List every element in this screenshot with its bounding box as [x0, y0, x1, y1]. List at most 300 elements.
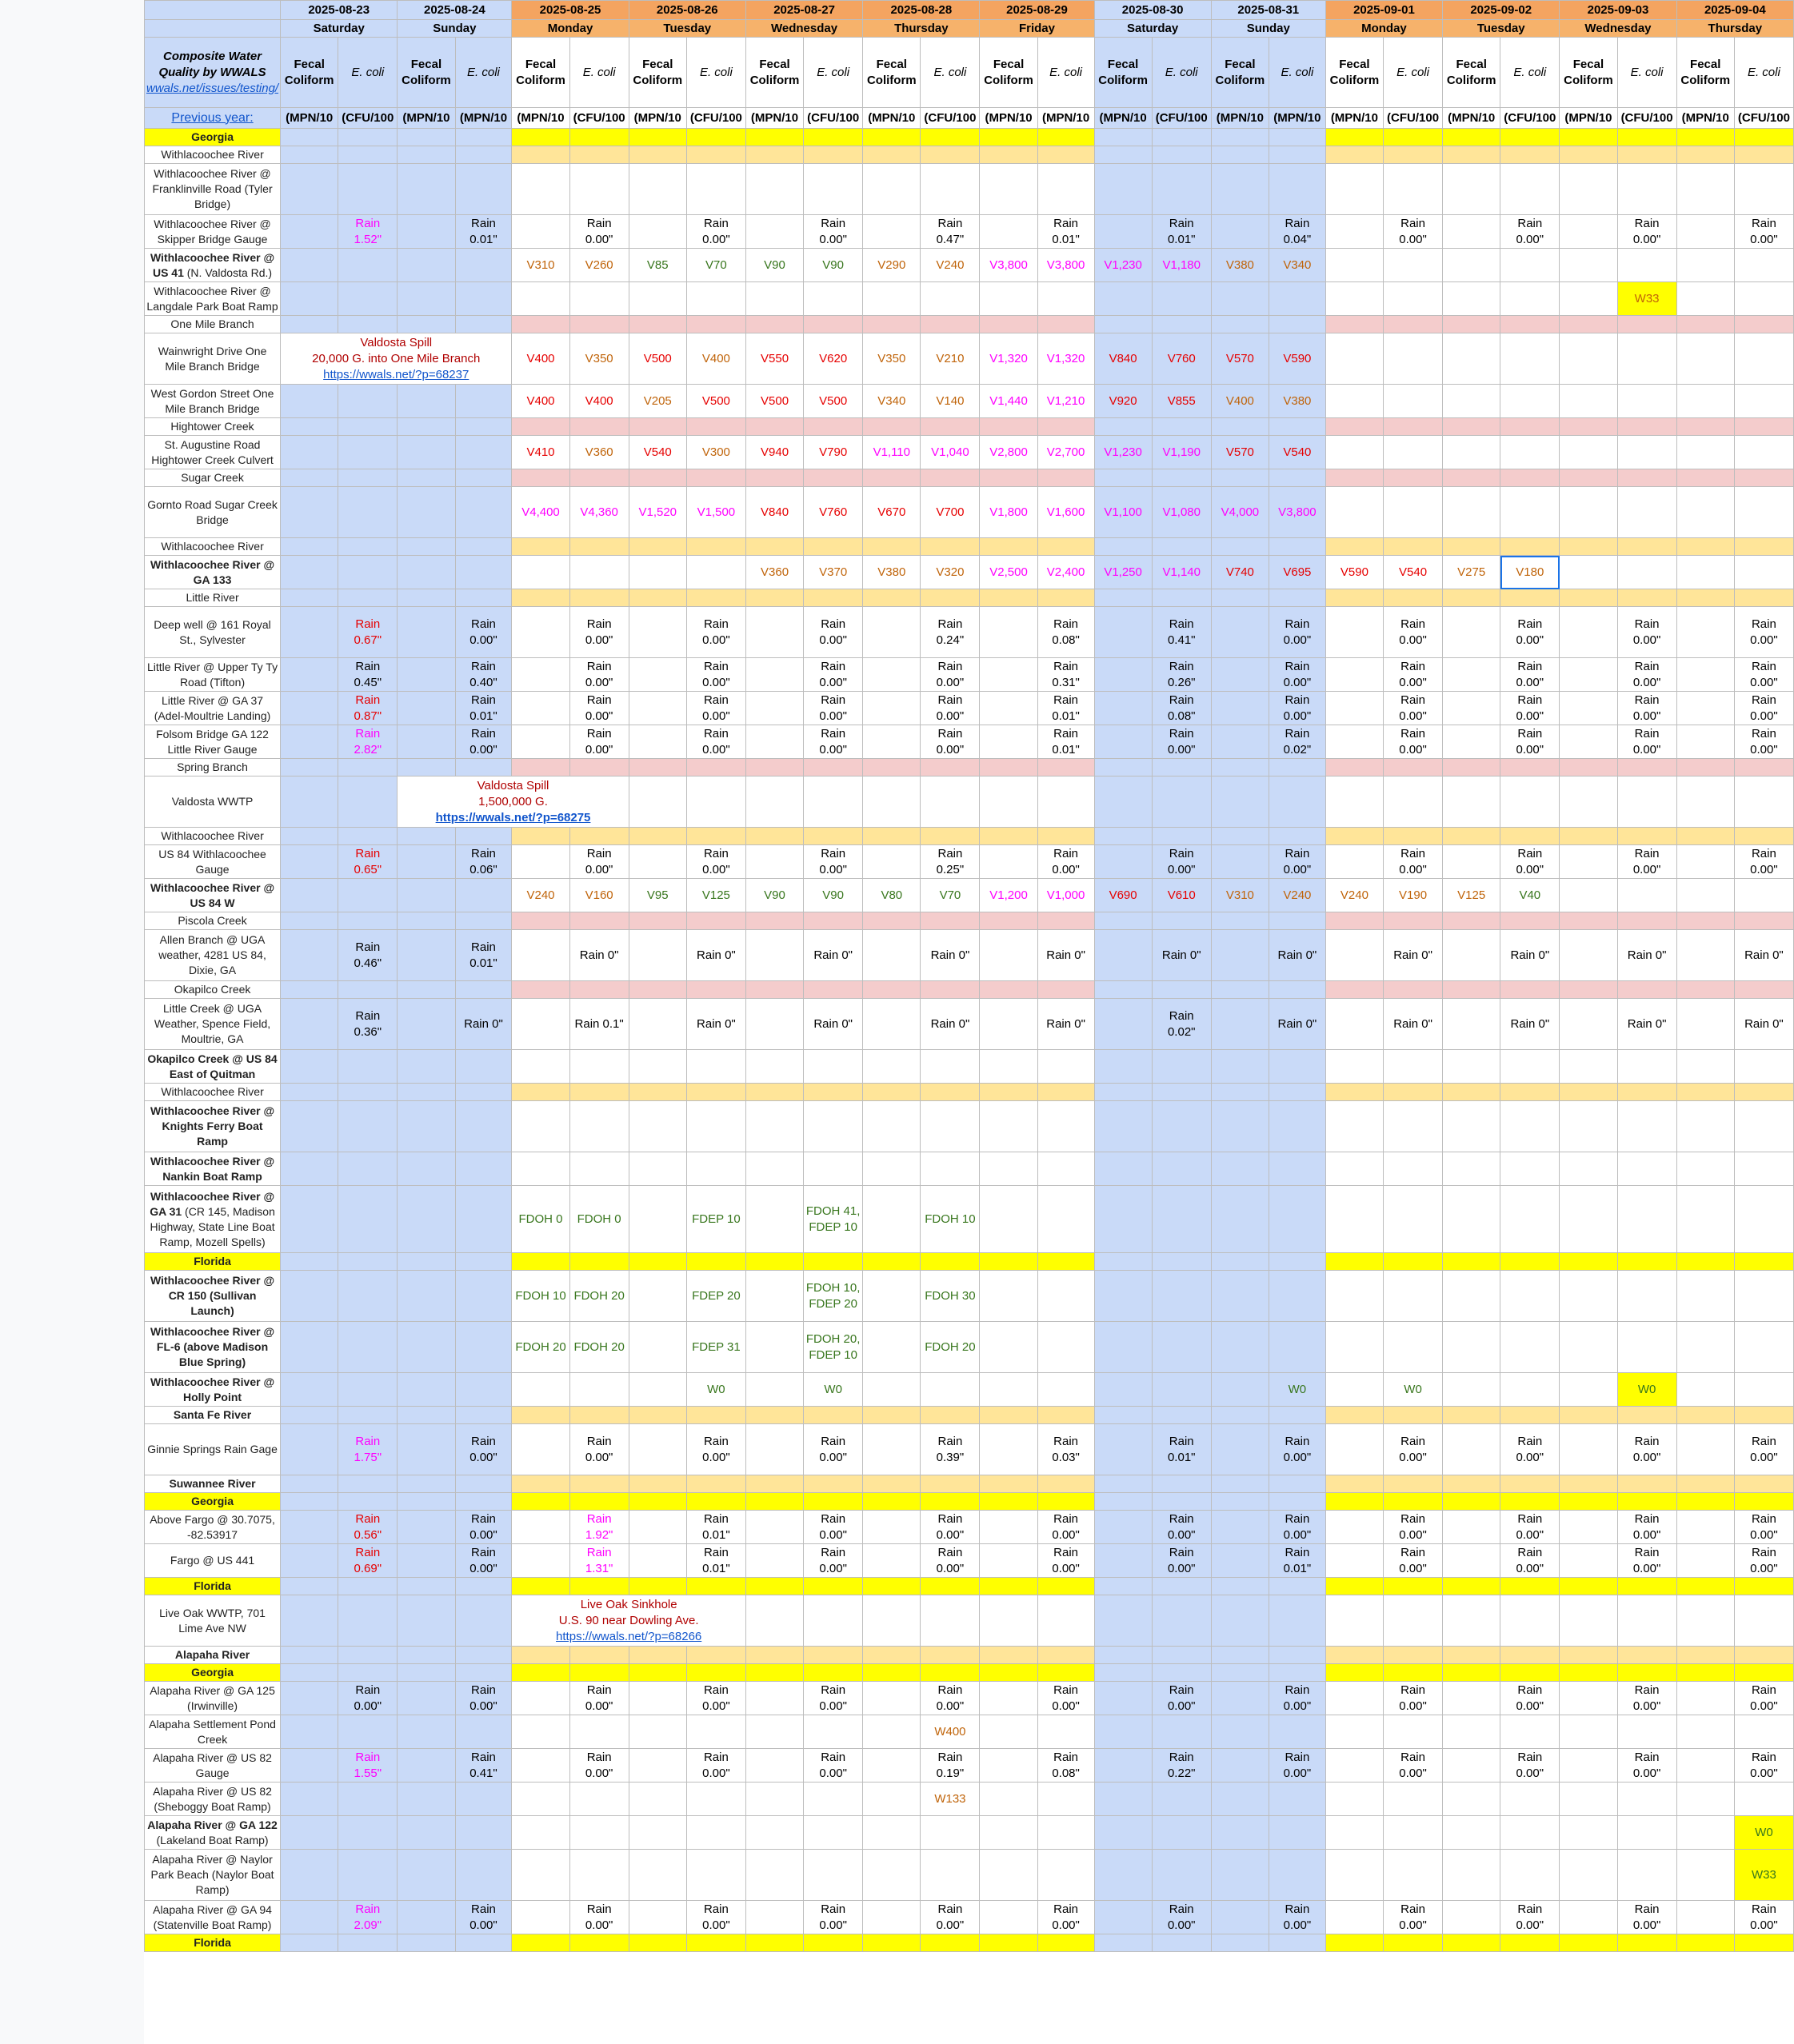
unit-cell[interactable] [1094, 108, 1152, 129]
data-cell[interactable] [1094, 436, 1152, 469]
data-cell[interactable] [1325, 658, 1383, 692]
data-cell[interactable] [1325, 215, 1383, 249]
data-cell[interactable] [745, 1424, 803, 1475]
data-cell[interactable] [1676, 1816, 1734, 1850]
data-cell[interactable] [1269, 1578, 1325, 1595]
data-cell[interactable] [1734, 556, 1793, 589]
data-cell[interactable] [745, 658, 803, 692]
data-cell[interactable] [804, 469, 863, 487]
site-label[interactable] [145, 1783, 281, 1816]
data-cell[interactable] [1384, 1850, 1443, 1901]
data-cell[interactable] [863, 1101, 921, 1152]
data-cell[interactable] [1384, 1101, 1443, 1152]
data-cell[interactable] [1443, 725, 1500, 759]
data-cell[interactable] [1560, 879, 1617, 912]
data-cell[interactable] [1152, 1322, 1211, 1373]
data-cell[interactable] [629, 1271, 686, 1322]
data-cell[interactable] [1734, 333, 1793, 385]
data-cell[interactable] [1500, 1475, 1560, 1493]
data-cell[interactable] [398, 692, 455, 725]
data-cell[interactable] [1094, 1322, 1152, 1373]
data-cell[interactable] [281, 1152, 338, 1186]
data-cell[interactable] [1037, 316, 1094, 333]
site-label[interactable] [145, 1901, 281, 1934]
data-cell[interactable] [980, 487, 1037, 538]
unit-cell[interactable] [863, 108, 921, 129]
data-cell[interactable] [921, 589, 980, 607]
data-cell[interactable] [1676, 1475, 1734, 1493]
data-cell[interactable] [1443, 1373, 1500, 1407]
data-cell[interactable] [804, 1253, 863, 1271]
data-cell[interactable] [338, 436, 398, 469]
data-cell[interactable] [863, 1934, 921, 1952]
data-cell[interactable] [1560, 1544, 1617, 1578]
data-cell[interactable] [629, 215, 686, 249]
data-cell[interactable] [1676, 845, 1734, 879]
data-cell[interactable] [1560, 1373, 1617, 1407]
data-cell[interactable] [921, 725, 980, 759]
data-cell[interactable] [1037, 607, 1094, 658]
data-cell[interactable] [1560, 1407, 1617, 1424]
data-cell[interactable] [745, 1475, 803, 1493]
data-cell[interactable] [629, 249, 686, 282]
data-cell[interactable] [980, 1424, 1037, 1475]
data-cell[interactable] [1037, 879, 1094, 912]
data-cell[interactable] [338, 1578, 398, 1595]
data-cell[interactable] [804, 828, 863, 845]
data-cell[interactable] [1037, 658, 1094, 692]
data-cell[interactable] [1152, 1186, 1211, 1253]
data-cell[interactable] [1152, 1783, 1211, 1816]
data-cell[interactable] [569, 215, 629, 249]
data-cell[interactable] [1094, 556, 1152, 589]
data-cell[interactable] [980, 589, 1037, 607]
data-cell[interactable] [512, 249, 569, 282]
data-cell[interactable] [686, 1901, 745, 1934]
data-cell[interactable] [1384, 981, 1443, 999]
data-cell[interactable] [1443, 469, 1500, 487]
data-cell[interactable] [338, 1850, 398, 1901]
data-cell[interactable] [1500, 607, 1560, 658]
data-cell[interactable] [629, 1544, 686, 1578]
data-cell[interactable] [1676, 1934, 1734, 1952]
section-label[interactable] [145, 981, 281, 999]
data-cell[interactable] [1269, 418, 1325, 436]
site-label[interactable] [145, 1424, 281, 1475]
data-cell[interactable] [1560, 1084, 1617, 1101]
data-cell[interactable] [1384, 1424, 1443, 1475]
data-cell[interactable] [686, 129, 745, 146]
data-cell[interactable] [1676, 469, 1734, 487]
data-cell[interactable] [804, 1544, 863, 1578]
site-label[interactable] [145, 487, 281, 538]
data-cell[interactable] [281, 879, 338, 912]
data-cell[interactable] [1560, 692, 1617, 725]
site-label[interactable] [145, 1152, 281, 1186]
data-cell[interactable] [1325, 589, 1383, 607]
data-cell[interactable] [338, 469, 398, 487]
data-cell[interactable] [1094, 1084, 1152, 1101]
data-cell[interactable] [1384, 845, 1443, 879]
fecal-coliform-header[interactable] [980, 38, 1037, 108]
data-cell[interactable] [1152, 845, 1211, 879]
data-cell[interactable] [1443, 1715, 1500, 1749]
data-cell[interactable] [398, 487, 455, 538]
data-cell[interactable] [1560, 436, 1617, 469]
data-cell[interactable] [980, 776, 1037, 828]
data-cell[interactable] [569, 282, 629, 316]
data-cell[interactable] [804, 759, 863, 776]
data-cell[interactable] [1152, 1715, 1211, 1749]
data-cell[interactable] [398, 1271, 455, 1322]
data-cell[interactable] [863, 981, 921, 999]
data-cell[interactable] [745, 215, 803, 249]
data-cell[interactable] [1617, 1595, 1676, 1647]
data-cell[interactable] [338, 692, 398, 725]
data-cell[interactable] [338, 1544, 398, 1578]
data-cell[interactable] [1617, 487, 1676, 538]
data-cell[interactable] [1094, 828, 1152, 845]
data-cell[interactable] [1037, 845, 1094, 879]
data-cell[interactable] [1734, 1511, 1793, 1544]
data-cell[interactable] [512, 538, 569, 556]
data-cell[interactable] [1617, 538, 1676, 556]
data-cell[interactable] [863, 1271, 921, 1322]
data-cell[interactable] [1500, 1934, 1560, 1952]
data-cell[interactable] [512, 589, 569, 607]
data-cell[interactable] [1560, 469, 1617, 487]
data-cell[interactable] [804, 418, 863, 436]
data-cell[interactable] [338, 385, 398, 418]
data-cell[interactable] [1384, 469, 1443, 487]
unit-cell[interactable] [569, 108, 629, 129]
data-cell[interactable] [569, 146, 629, 164]
data-cell[interactable] [1094, 215, 1152, 249]
section-label[interactable] [145, 316, 281, 333]
data-cell[interactable] [863, 146, 921, 164]
data-cell[interactable] [804, 282, 863, 316]
data-cell[interactable] [629, 589, 686, 607]
data-cell[interactable] [1384, 1475, 1443, 1493]
data-cell[interactable] [1384, 1373, 1443, 1407]
data-cell[interactable] [921, 658, 980, 692]
data-cell[interactable] [569, 658, 629, 692]
data-cell[interactable] [863, 385, 921, 418]
data-cell[interactable] [455, 1475, 512, 1493]
data-cell[interactable] [1384, 333, 1443, 385]
data-cell[interactable] [1325, 1493, 1383, 1511]
data-cell[interactable] [863, 538, 921, 556]
data-cell[interactable] [1152, 1749, 1211, 1783]
data-cell[interactable] [1560, 1901, 1617, 1934]
data-cell[interactable] [1094, 1050, 1152, 1084]
data-cell[interactable] [1211, 879, 1269, 912]
data-cell[interactable] [455, 1271, 512, 1322]
data-cell[interactable] [980, 1595, 1037, 1647]
data-cell[interactable] [1384, 999, 1443, 1050]
data-cell[interactable] [1094, 1544, 1152, 1578]
data-cell[interactable] [455, 129, 512, 146]
data-cell[interactable] [1037, 333, 1094, 385]
data-cell[interactable] [455, 1084, 512, 1101]
data-cell[interactable] [1384, 1050, 1443, 1084]
data-cell[interactable] [512, 1850, 569, 1901]
data-cell[interactable] [1152, 1084, 1211, 1101]
data-cell[interactable] [1094, 1424, 1152, 1475]
data-cell[interactable] [1269, 316, 1325, 333]
data-cell[interactable] [1384, 692, 1443, 725]
data-cell[interactable] [804, 879, 863, 912]
site-label[interactable] [145, 1595, 281, 1647]
data-cell[interactable] [281, 1253, 338, 1271]
data-cell[interactable] [1094, 607, 1152, 658]
unit-cell[interactable] [1384, 108, 1443, 129]
data-cell[interactable] [1734, 589, 1793, 607]
data-cell[interactable] [455, 1934, 512, 1952]
data-cell[interactable] [1152, 1407, 1211, 1424]
data-cell[interactable] [1500, 999, 1560, 1050]
data-cell[interactable] [980, 1783, 1037, 1816]
data-cell[interactable] [1325, 999, 1383, 1050]
data-cell[interactable] [338, 912, 398, 930]
data-cell[interactable] [1037, 1816, 1094, 1850]
data-cell[interactable] [338, 1934, 398, 1952]
data-cell[interactable] [1676, 487, 1734, 538]
data-cell[interactable] [1676, 999, 1734, 1050]
data-cell[interactable] [398, 146, 455, 164]
data-cell[interactable] [745, 1511, 803, 1544]
data-cell[interactable] [1384, 436, 1443, 469]
data-cell[interactable] [629, 385, 686, 418]
data-cell[interactable] [804, 1901, 863, 1934]
data-cell[interactable] [745, 999, 803, 1050]
data-cell[interactable] [804, 487, 863, 538]
data-cell[interactable] [1094, 1271, 1152, 1322]
data-cell[interactable] [1384, 316, 1443, 333]
data-cell[interactable] [1384, 1271, 1443, 1322]
data-cell[interactable] [512, 146, 569, 164]
data-cell[interactable] [1617, 607, 1676, 658]
data-cell[interactable] [980, 385, 1037, 418]
data-cell[interactable] [281, 1186, 338, 1253]
data-cell[interactable] [1443, 1595, 1500, 1647]
data-cell[interactable] [1443, 1850, 1500, 1901]
data-cell[interactable] [1617, 912, 1676, 930]
data-cell[interactable] [1500, 1595, 1560, 1647]
unit-cell[interactable] [1734, 108, 1793, 129]
data-cell[interactable] [1443, 845, 1500, 879]
site-label[interactable] [145, 1271, 281, 1322]
data-cell[interactable] [1152, 759, 1211, 776]
data-cell[interactable] [1211, 556, 1269, 589]
data-cell[interactable] [980, 1322, 1037, 1373]
data-cell[interactable] [745, 759, 803, 776]
data-cell[interactable] [804, 1101, 863, 1152]
data-cell[interactable] [569, 1749, 629, 1783]
data-cell[interactable] [1152, 1101, 1211, 1152]
data-cell[interactable] [1500, 912, 1560, 930]
data-cell[interactable] [1676, 436, 1734, 469]
data-cell[interactable] [455, 658, 512, 692]
data-cell[interactable] [455, 538, 512, 556]
data-cell[interactable] [980, 282, 1037, 316]
data-cell[interactable] [1384, 607, 1443, 658]
unit-cell[interactable] [1152, 108, 1211, 129]
data-cell[interactable] [1211, 164, 1269, 215]
data-cell[interactable] [863, 556, 921, 589]
data-cell[interactable] [1443, 589, 1500, 607]
data-cell[interactable] [1443, 658, 1500, 692]
data-cell[interactable] [980, 436, 1037, 469]
data-cell[interactable] [1560, 1647, 1617, 1664]
data-cell[interactable] [1211, 469, 1269, 487]
note-link[interactable]: https://wwals.net/?p=68266 [556, 1629, 702, 1643]
data-cell[interactable] [863, 879, 921, 912]
data-cell[interactable] [1037, 1901, 1094, 1934]
data-cell[interactable] [863, 828, 921, 845]
data-cell[interactable] [512, 1152, 569, 1186]
data-cell[interactable] [1152, 385, 1211, 418]
data-cell[interactable] [745, 1664, 803, 1682]
data-cell[interactable] [1269, 1901, 1325, 1934]
data-cell[interactable] [980, 146, 1037, 164]
note-link[interactable]: https://wwals.net/?p=68237 [323, 367, 469, 381]
data-cell[interactable] [1443, 1186, 1500, 1253]
note-link[interactable]: https://wwals.net/?p=68275 [435, 810, 591, 824]
data-cell[interactable] [455, 418, 512, 436]
data-cell[interactable] [1152, 418, 1211, 436]
data-cell[interactable] [1269, 1850, 1325, 1901]
data-cell[interactable] [921, 249, 980, 282]
data-cell[interactable] [1152, 1850, 1211, 1901]
data-cell[interactable] [1152, 538, 1211, 556]
ecoli-header[interactable] [921, 38, 980, 108]
site-label[interactable] [145, 930, 281, 981]
data-cell[interactable] [1617, 1816, 1676, 1850]
data-cell[interactable] [1152, 607, 1211, 658]
data-cell[interactable] [1617, 1475, 1676, 1493]
data-cell[interactable] [1500, 828, 1560, 845]
data-cell[interactable] [569, 1493, 629, 1511]
data-cell[interactable] [1269, 436, 1325, 469]
data-cell[interactable] [398, 1783, 455, 1816]
data-cell[interactable] [1269, 1186, 1325, 1253]
data-cell[interactable] [1211, 385, 1269, 418]
data-cell[interactable] [1734, 879, 1793, 912]
data-cell[interactable] [569, 1253, 629, 1271]
fecal-coliform-header[interactable] [1325, 38, 1383, 108]
data-cell[interactable] [1617, 1407, 1676, 1424]
data-cell[interactable] [1734, 1749, 1793, 1783]
data-cell[interactable] [921, 1407, 980, 1424]
data-cell[interactable] [512, 1084, 569, 1101]
data-cell[interactable] [338, 1084, 398, 1101]
data-cell[interactable] [921, 556, 980, 589]
data-cell[interactable] [980, 930, 1037, 981]
data-cell[interactable] [629, 1783, 686, 1816]
data-cell[interactable] [398, 1475, 455, 1493]
data-cell[interactable] [569, 1407, 629, 1424]
data-cell[interactable] [1734, 776, 1793, 828]
data-cell[interactable] [1325, 1084, 1383, 1101]
data-cell[interactable] [1094, 1373, 1152, 1407]
data-cell[interactable] [569, 1101, 629, 1152]
data-cell[interactable] [281, 999, 338, 1050]
data-cell[interactable] [569, 1511, 629, 1544]
data-cell[interactable] [1384, 556, 1443, 589]
data-cell[interactable] [455, 589, 512, 607]
data-cell[interactable] [1617, 1101, 1676, 1152]
data-cell[interactable] [569, 487, 629, 538]
data-cell[interactable] [804, 1783, 863, 1816]
data-cell[interactable] [1500, 1901, 1560, 1934]
data-cell[interactable] [1617, 589, 1676, 607]
data-cell[interactable] [745, 1816, 803, 1850]
data-cell[interactable] [1734, 999, 1793, 1050]
data-cell[interactable] [1384, 658, 1443, 692]
data-cell[interactable] [863, 1682, 921, 1715]
data-cell[interactable] [629, 1901, 686, 1934]
unit-cell[interactable] [1037, 108, 1094, 129]
site-label[interactable] [145, 436, 281, 469]
data-cell[interactable] [804, 1050, 863, 1084]
data-cell[interactable] [921, 1511, 980, 1544]
data-cell[interactable] [1211, 1493, 1269, 1511]
data-cell[interactable] [1617, 418, 1676, 436]
data-cell[interactable] [804, 129, 863, 146]
data-cell[interactable] [863, 912, 921, 930]
spill-note[interactable] [281, 333, 512, 385]
data-cell[interactable] [1443, 164, 1500, 215]
data-cell[interactable] [1560, 776, 1617, 828]
data-cell[interactable] [980, 1271, 1037, 1322]
data-cell[interactable] [863, 1186, 921, 1253]
data-cell[interactable] [512, 879, 569, 912]
data-cell[interactable] [1500, 589, 1560, 607]
data-cell[interactable] [629, 556, 686, 589]
data-cell[interactable] [1325, 607, 1383, 658]
data-cell[interactable] [1560, 1475, 1617, 1493]
data-cell[interactable] [1676, 1511, 1734, 1544]
data-cell[interactable] [745, 776, 803, 828]
data-cell[interactable] [629, 930, 686, 981]
data-cell[interactable] [1094, 249, 1152, 282]
data-cell[interactable] [1617, 1511, 1676, 1544]
site-label[interactable] [145, 1544, 281, 1578]
data-cell[interactable] [455, 1253, 512, 1271]
data-cell[interactable] [629, 879, 686, 912]
data-cell[interactable] [804, 1424, 863, 1475]
data-cell[interactable] [1211, 1544, 1269, 1578]
section-label[interactable] [145, 146, 281, 164]
data-cell[interactable] [1037, 164, 1094, 215]
data-cell[interactable] [1734, 487, 1793, 538]
data-cell[interactable] [863, 1850, 921, 1901]
data-cell[interactable] [980, 1373, 1037, 1407]
data-cell[interactable] [398, 316, 455, 333]
data-cell[interactable] [921, 1595, 980, 1647]
data-cell[interactable] [281, 1682, 338, 1715]
data-cell[interactable] [1152, 1816, 1211, 1850]
data-cell[interactable] [1037, 1050, 1094, 1084]
data-cell[interactable] [686, 146, 745, 164]
data-cell[interactable] [686, 828, 745, 845]
data-cell[interactable] [512, 487, 569, 538]
data-cell[interactable] [398, 1682, 455, 1715]
data-cell[interactable] [921, 487, 980, 538]
data-cell[interactable] [1325, 759, 1383, 776]
data-cell[interactable] [1325, 1715, 1383, 1749]
